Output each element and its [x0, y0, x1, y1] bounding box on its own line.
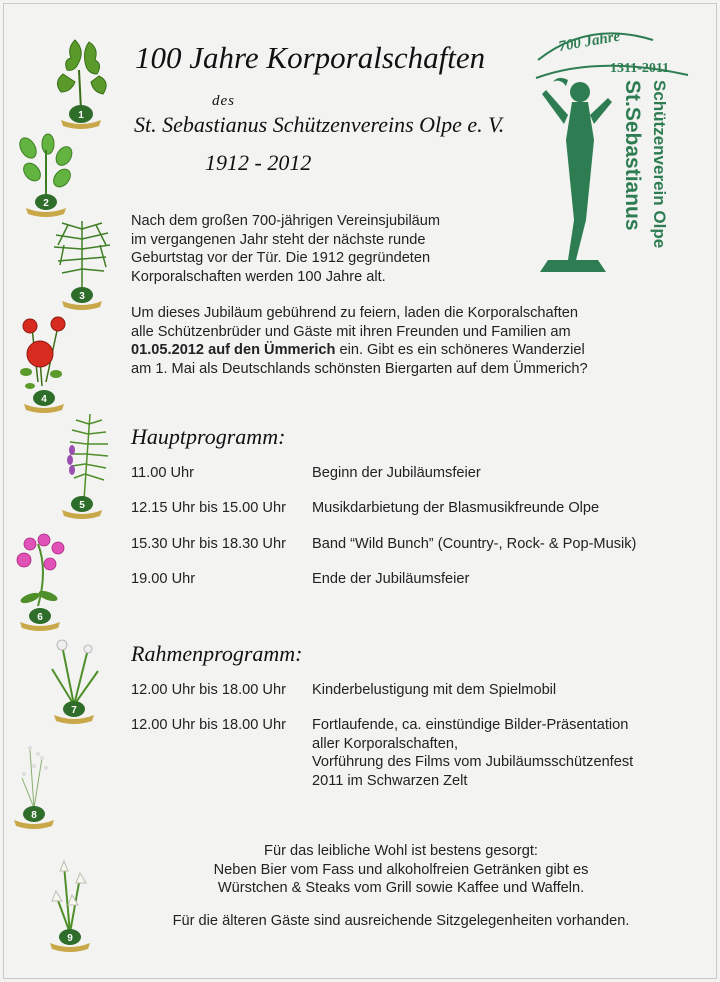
plant-number: 6 [37, 612, 43, 623]
club-name: St. Sebastianus Schützenvereins Olpe e. V. [134, 112, 505, 137]
fir-branch-icon [48, 215, 116, 311]
footer-line: Neben Bier vom Fass und alkoholfreien Getränken gibt es [213, 861, 589, 878]
invite-line: am 1. Mai als Deutschlands schönsten Biergarten auf dem Ümmerich? [131, 360, 588, 377]
plant-number: 1 [78, 110, 84, 121]
program-desc-line: Vorführung des Films vom Jubiläumsschützenfest [312, 754, 634, 770]
intro-line: Geburtstag vor der Tür. Die 1912 gegründeten [131, 250, 431, 266]
intro-line: im vergangenen Jahr steht der nächste runde [131, 231, 426, 248]
saint-figure-icon [540, 78, 612, 272]
hauptprogramm-title: Hauptprogramm: [131, 424, 286, 449]
lily-leaves-icon [44, 635, 104, 725]
plant-number: 8 [31, 810, 37, 821]
white-lilies-icon [42, 855, 102, 953]
program-desc [312, 716, 633, 790]
emblem-banner-years: 1311-2011 [610, 61, 670, 76]
intro-line: Korporalschaften werden 100 Jahre alt. [131, 268, 386, 285]
program-desc: Musikdarbietung der Blasmusikfreunde Olpe [312, 500, 600, 516]
invite-line: Um dieses Jubiläum gebührend zu feiern, laden die Korporalschaften [131, 305, 578, 321]
program-desc-line: 2011 im Schwarzen Zelt [312, 772, 468, 789]
event-date: 01.05.2012 auf den Ümmerich [131, 342, 336, 358]
plant-number: 7 [71, 705, 77, 716]
oak-leaves-icon [45, 30, 117, 130]
plant-number: 4 [41, 394, 47, 405]
heading-des: des [212, 93, 235, 109]
baby-breath-icon [12, 738, 68, 830]
plant-number: 2 [43, 198, 49, 209]
invite-line-rest: ein. Gibt es ein schöneres Wanderziel [335, 342, 585, 358]
intro-line: Nach dem großen 700-jährigen Vereinsjubiläum [131, 213, 441, 229]
invite-line: alle Schützenbrüder und Gäste mit ihren Freunden und Familien am [131, 323, 571, 340]
emblem-vertical-2: Schützenverein Olpe [650, 80, 669, 249]
program-time: 15.30 Uhr bis 18.30 Uhr [131, 536, 286, 552]
emblem-banner-top: 700 Jahre [557, 28, 622, 56]
program-desc: Beginn der Jubiläumsfeier [312, 465, 481, 481]
program-time: 12.00 Uhr bis 18.00 Uhr [131, 682, 286, 698]
green-sprig-icon [12, 130, 80, 218]
footer-line: Für das leibliche Wohl ist bestens gesorgt: [264, 843, 538, 859]
program-time: 19.00 Uhr [131, 571, 196, 587]
program-desc-line: Fortlaufende, ca. einstündige Bilder-Präsentation [312, 717, 629, 733]
intro-paragraph [131, 212, 440, 286]
footer-line: Würstchen & Steaks vom Grill sowie Kaffee und Waffeln. [217, 880, 585, 896]
plant-number: 3 [79, 291, 85, 302]
red-roses-icon [12, 312, 78, 416]
plant-number: 9 [67, 933, 73, 944]
program-desc-line: aller Korporalschaften, [312, 735, 459, 752]
program-desc: Kinderbelustigung mit dem Spielmobil [312, 682, 557, 698]
rahmenprogramm-title: Rahmenprogramm: [131, 641, 303, 666]
pink-orchid-icon [8, 530, 76, 634]
club-emblem [528, 20, 703, 285]
emblem-vertical-1: St.Sebastianus [621, 80, 644, 231]
program-desc: Band “Wild Bunch” (Country-, Rock- & Pop-Musik) [312, 536, 637, 552]
program-time: 11.00 Uhr [131, 465, 195, 481]
page-title: 100 Jahre Korporalschaften [135, 40, 486, 75]
program-time: 12.15 Uhr bis 15.00 Uhr [131, 500, 286, 516]
fern-foxglove-icon [48, 410, 118, 522]
program-time: 12.00 Uhr bis 18.00 Uhr [131, 717, 286, 733]
invite-paragraph [131, 304, 588, 378]
catering-note [131, 842, 671, 898]
anniversary-years: 1912 - 2012 [205, 150, 312, 175]
plant-number: 5 [79, 500, 85, 511]
seating-note: Für die älteren Gäste sind ausreichende Sitzgelegenheiten vorhanden. [172, 913, 630, 929]
invite-line [131, 341, 588, 360]
program-desc: Ende der Jubiläumsfeier [312, 571, 470, 587]
